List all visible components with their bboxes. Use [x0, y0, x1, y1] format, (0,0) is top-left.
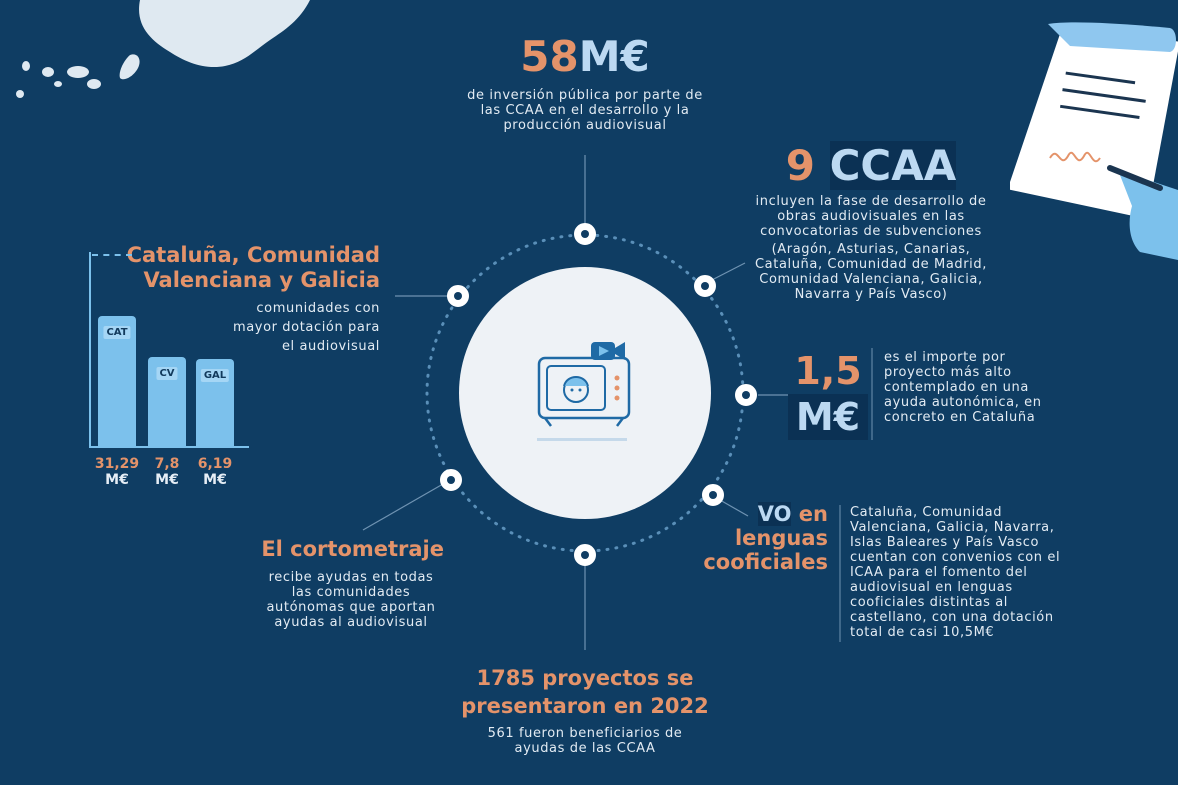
- vo-text: Cataluña, Comunidad Valenciana, Galicia, Navarra, Islas Baleares y País Vasco cuentan con convenios con el ICAA para el fomento del audiovisual en lenguas cooficiales distintas al castellano, con una dotación total de casi 10,5M€: [850, 505, 1061, 640]
- node-ccaa: [694, 275, 716, 297]
- bar-chart: [86, 248, 256, 498]
- ccaa-list: (Aragón, Asturias, Canarias, Cataluña, Comunidad de Madrid, Comunidad Valenciana, Galicia, Navarra y País Vasco): [755, 242, 987, 302]
- bar-value-number: 31,29: [94, 456, 140, 472]
- bottom-title-line1: 1785 proyectos se: [476, 666, 694, 690]
- vo-word1: VO: [757, 502, 792, 526]
- top-block: [440, 34, 730, 133]
- ccaa-value-accent: 9: [785, 141, 815, 190]
- bar-category-label: CV: [156, 367, 177, 380]
- vo-title-line2: lenguas: [734, 526, 828, 550]
- vo-title-line3: cooficiales: [703, 550, 828, 574]
- node-amount: [735, 384, 757, 406]
- amount-value: [788, 348, 868, 440]
- chart-dashed-line: [92, 254, 132, 256]
- vo-title: [700, 502, 828, 574]
- node-top: [574, 223, 596, 245]
- regions-title-line1: Cataluña, Comunidad: [126, 243, 380, 267]
- ccaa-text: incluyen la fase de desarrollo de obras audiovisuales en las convocatorias de subvenciones: [755, 194, 987, 239]
- top-value: [440, 34, 730, 80]
- bottom-title-line2: presentaron en 2022: [461, 694, 709, 718]
- node-bottom: [574, 544, 596, 566]
- node-regions: [447, 285, 469, 307]
- bar-value-unit: M€: [155, 472, 179, 488]
- bar-value-label: [90, 456, 144, 488]
- top-value-unit: M€: [578, 32, 650, 81]
- bar-category-label: GAL: [201, 369, 229, 382]
- bar-value-label: [188, 456, 242, 488]
- bar-value-label: [140, 456, 194, 488]
- amount-text: es el importe por proyecto más alto contemplado en una ayuda autonómica, en concreto en Cataluña: [884, 350, 1042, 425]
- ccaa-value: [740, 142, 1002, 190]
- bar-value-unit: M€: [105, 472, 129, 488]
- corto-block: [240, 536, 444, 630]
- ccaa-block: [740, 142, 1002, 302]
- corto-title: El cortometraje: [261, 537, 444, 561]
- chart-x-axis: [89, 446, 249, 448]
- bar-value-number: 7,8: [154, 456, 180, 472]
- regions-text: comunidades con mayor dotación para el audiovisual: [232, 301, 380, 354]
- bar-value-unit: M€: [203, 472, 227, 488]
- ccaa-value-label: CCAA: [829, 141, 957, 190]
- top-text: de inversión pública por parte de las CCAA en el desarrollo y la producción audiovisual: [467, 88, 703, 133]
- chart-y-axis: [89, 252, 91, 448]
- corto-text: recibe ayudas en todas las comunidades autónomas que aportan ayudas al audiovisual: [266, 570, 436, 630]
- vo-word2: en: [798, 502, 828, 526]
- top-value-accent: 58: [520, 32, 579, 81]
- bottom-text: 561 fueron beneficiarios de ayudas de las CCAA: [487, 726, 683, 756]
- amount-value-unit: M€: [788, 394, 868, 440]
- vo-title-line1: [700, 502, 828, 526]
- bar-category-label: CAT: [103, 326, 130, 339]
- bottom-title: [430, 664, 740, 720]
- amount-value-number: 1,5: [794, 349, 862, 393]
- bar-value-number: 6,19: [197, 456, 233, 472]
- regions-title-line2: Valenciana y Galicia: [143, 268, 380, 292]
- bottom-block: [430, 664, 740, 756]
- node-corto: [440, 469, 462, 491]
- tv-video-icon: [525, 330, 645, 450]
